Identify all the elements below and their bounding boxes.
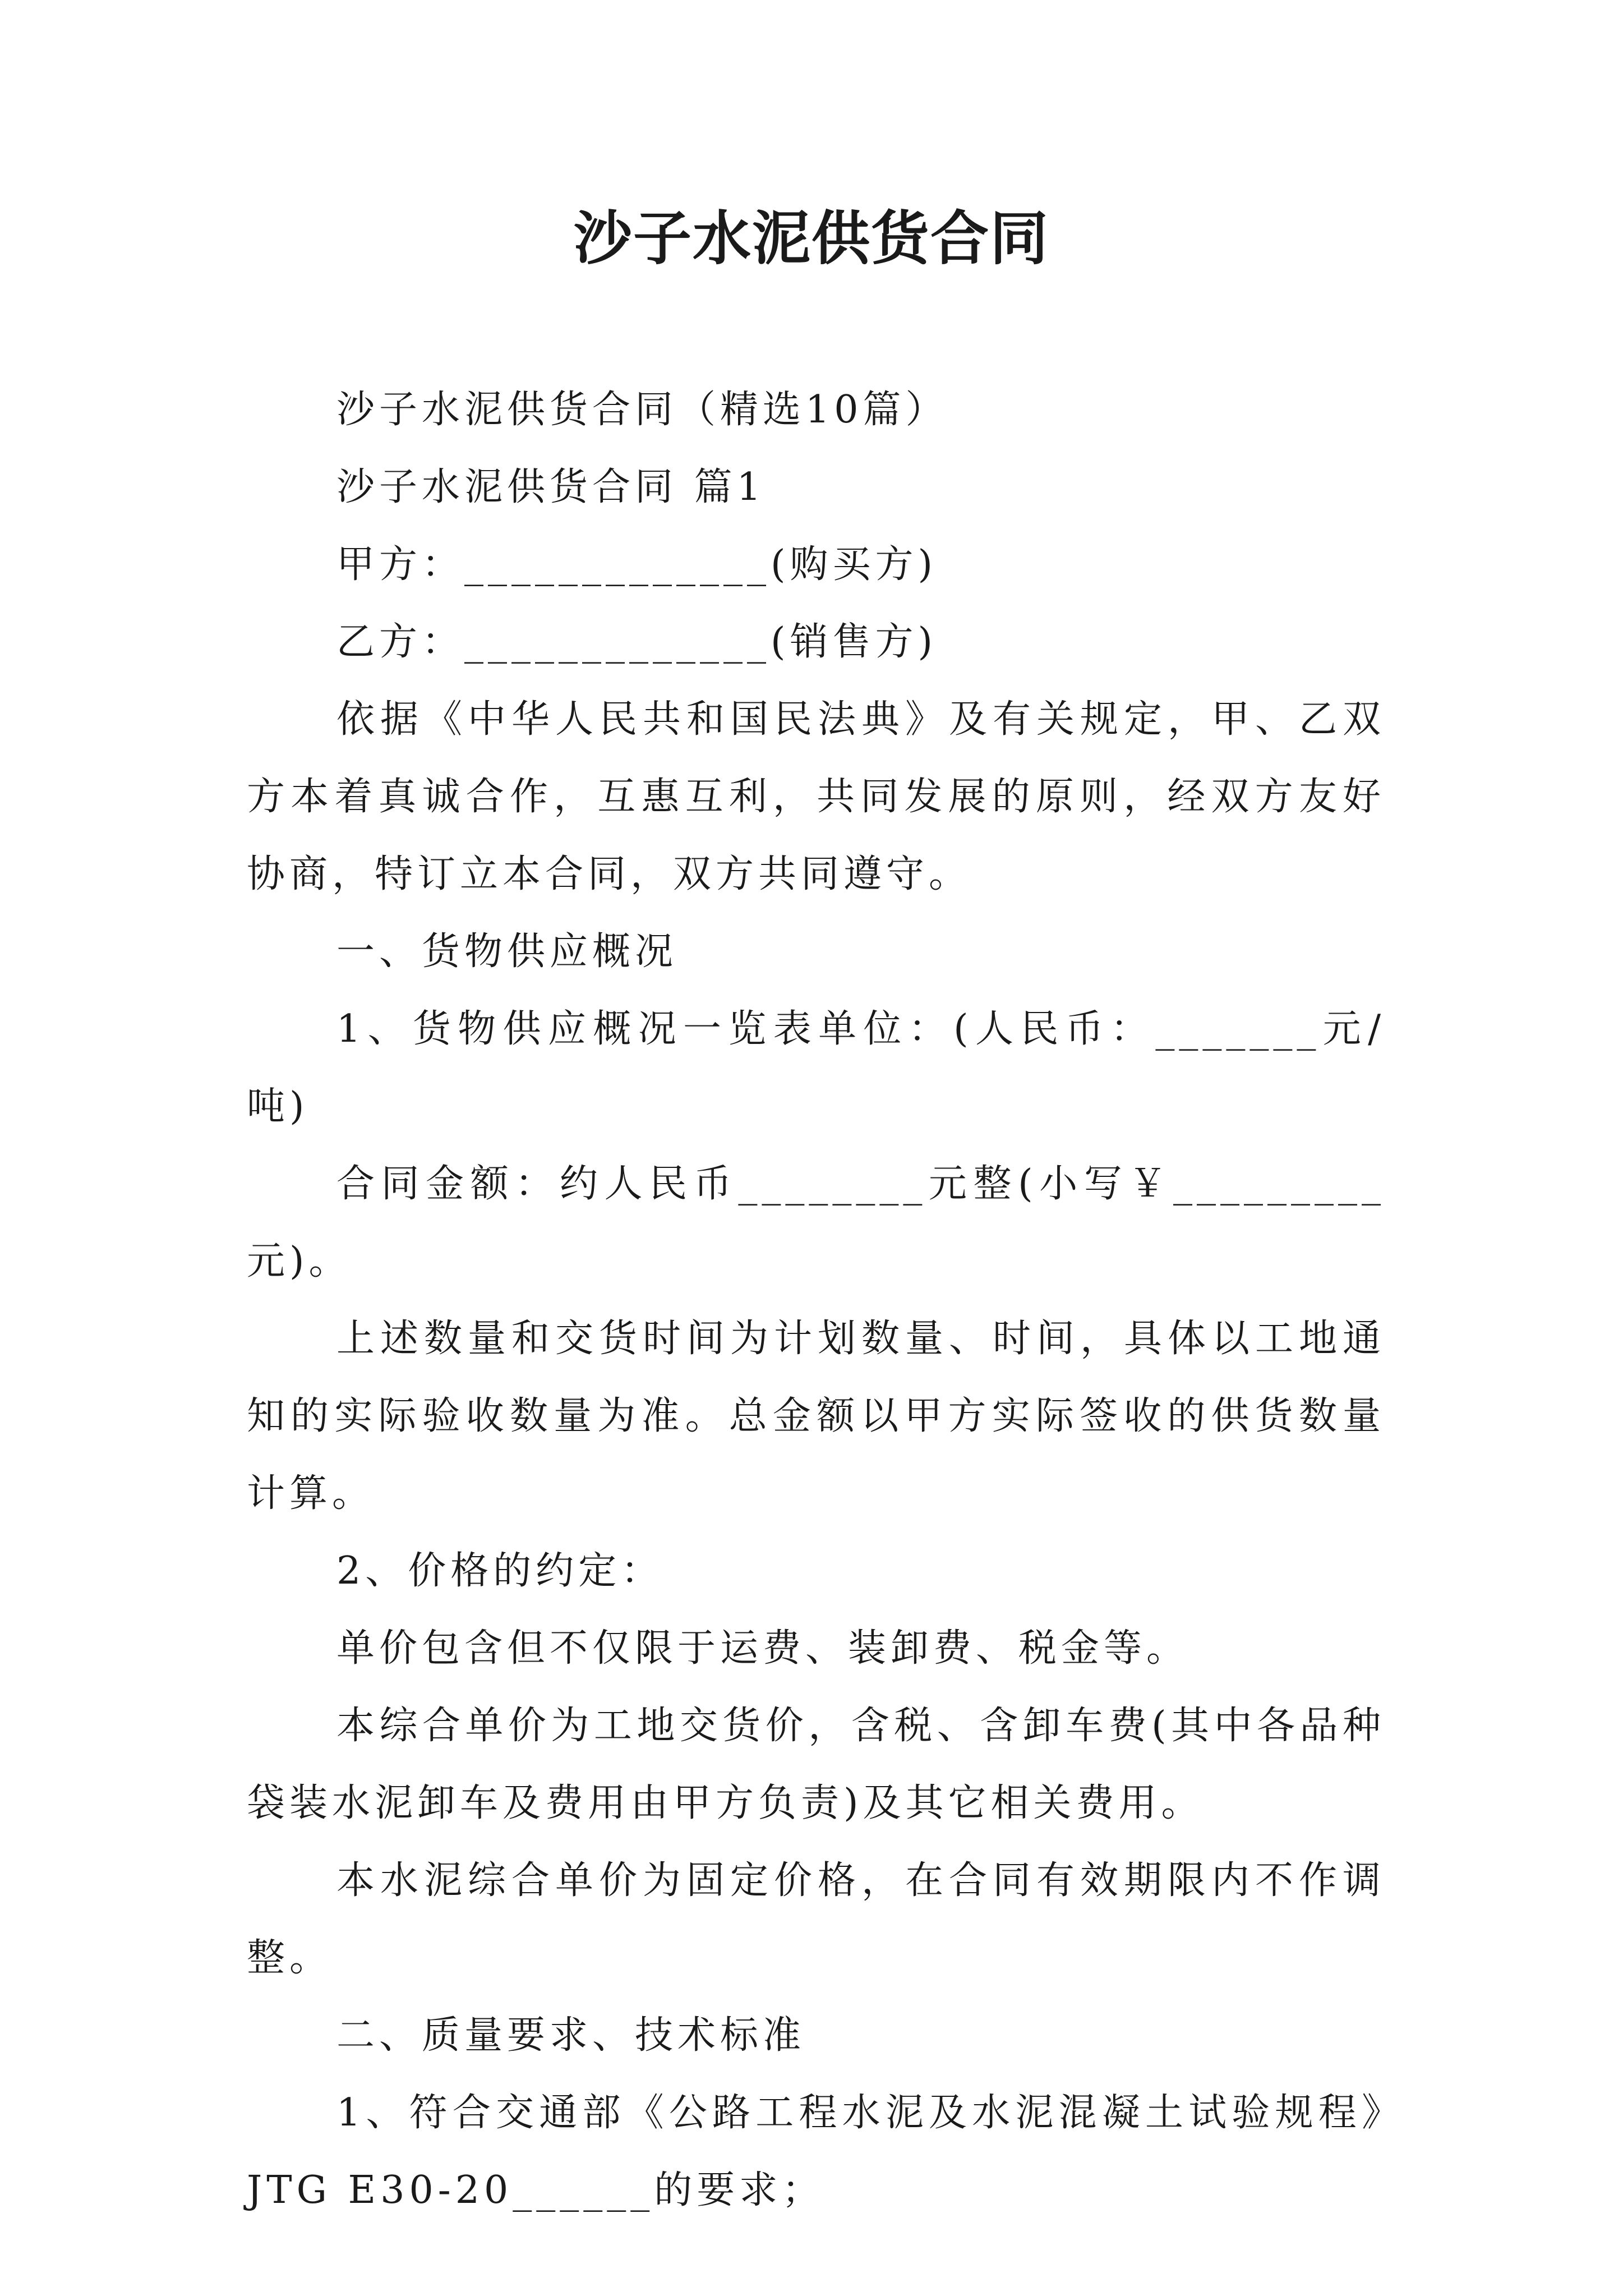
paragraph-preamble: 依据《中华人民共和国民法典》及有关规定，甲、乙双方本着真诚合作，互惠互利，共同发展的原则，经双方友好协商，特订立本合同，双方共同遵守。 <box>247 697 1385 896</box>
paragraph-party-b: 乙方：_____________(销售方) <box>336 620 938 664</box>
paragraph-quality-standard: 1、符合交通部《公路工程水泥及水泥混凝土试验规程》JTG E30-20______的要求； <box>247 2091 1385 2212</box>
paragraph-supply-table-unit: 1、货物供应概况一览表单位：(人民币：_______元/吨) <box>247 1007 1385 1129</box>
paragraph-price-heading: 2、价格的约定： <box>336 1549 664 1593</box>
paragraph-site-delivery-price: 本综合单价为工地交货价，含税、含卸车费(其中各品种袋装水泥卸车及费用由甲方负责)及其它相关费用。 <box>247 1704 1385 1825</box>
document-title: 沙子水泥供货合同 <box>573 204 1049 273</box>
paragraph-unit-price-includes: 单价包含但不仅限于运费、装卸费、税金等。 <box>336 1626 1189 1671</box>
paragraph-heading-quality: 二、质量要求、技术标准 <box>336 2013 806 2058</box>
paragraph-heading-supply: 一、货物供应概况 <box>336 930 678 974</box>
document-body <box>247 371 1385 2229</box>
paragraph-section-heading: 沙子水泥供货合同 篇1 <box>336 465 766 509</box>
paragraph-quantity-note: 上述数量和交货时间为计划数量、时间，具体以工地通知的实际验收数量为准。总金额以甲方实际签收的供货数量计算。 <box>247 1317 1385 1516</box>
paragraph-party-a: 甲方：_____________(购买方) <box>336 542 938 587</box>
paragraph-fixed-price: 本水泥综合单价为固定价格，在合同有效期限内不作调整。 <box>247 1858 1385 1980</box>
paragraph-subtitle: 沙子水泥供货合同（精选10篇） <box>336 388 948 432</box>
paragraph-contract-amount: 合同金额：约人民币________元整(小写￥_________元)。 <box>247 1162 1385 1283</box>
